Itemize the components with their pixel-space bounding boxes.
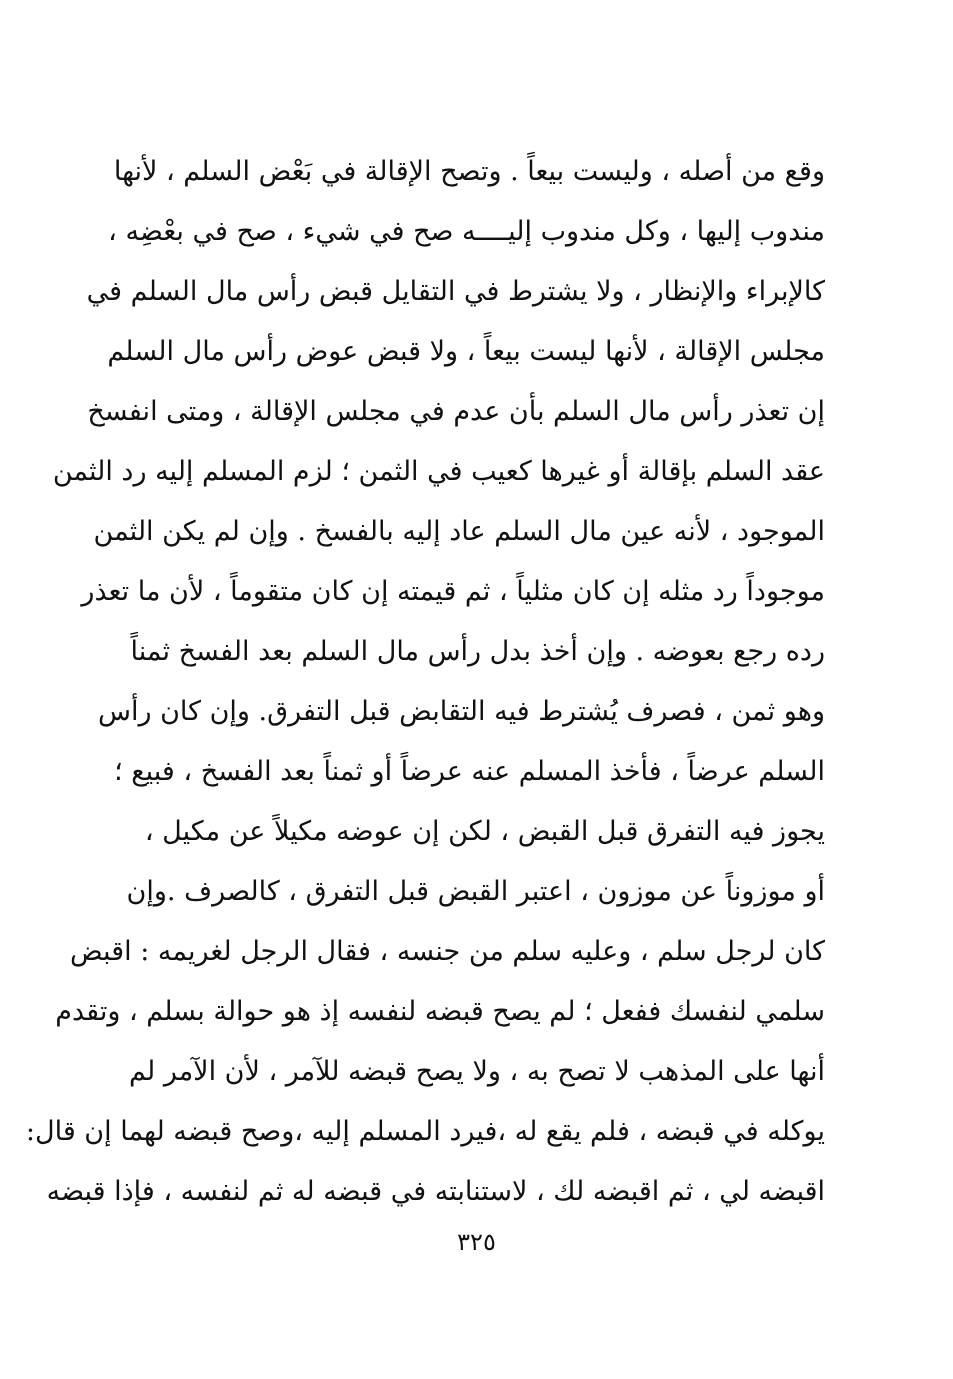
- text-line-10: وهو ثمن ، فصرف يُشترط فيه التقابض قبل التفرق. وإن كان رأس: [98, 696, 825, 727]
- text-line-15: سلمي لنفسك ففعل ؛ لم يصح قبضه لنفسه إذ هو حوالة بسلم ، وتقدم: [55, 996, 825, 1027]
- text-line-9: رده رجع بعوضه . وإن أخذ بدل رأس مال السلم بعد الفسخ ثمناً: [130, 636, 825, 667]
- text-line-14: كان لرجل سلم ، وعليه سلم من جنسه ، فقال الرجل لغريمه : اقبض: [69, 936, 825, 967]
- text-line-1: وقع من أصله ، وليست بيعاً . وتصح الإقالة في بَعْض السلم ، لأنها: [113, 156, 825, 187]
- text-line-6: عقد السلم بإقالة أو غيرها كعيب في الثمن ؛ لزم المسلم إليه رد الثمن: [52, 456, 825, 487]
- text-line-5: إن تعذر رأس مال السلم بأن عدم في مجلس الإقالة ، ومتى انفسخ: [87, 396, 825, 427]
- body-text: [25, 142, 825, 1222]
- text-line-17: يوكله في قبضه ، فلم يقع له ،فيرد المسلم إليه ،وصح قبضه لهما إن قال:: [25, 1116, 825, 1147]
- page-number: ٣٢٥: [457, 1228, 496, 1256]
- text-line-13: أو موزوناً عن موزون ، اعتبر القبض قبل التفرق ، كالصرف .وإن: [126, 876, 825, 907]
- text-line-18: اقبضه لي ، ثم اقبضه لك ، لاستنابته في قبضه له ثم لنفسه ، فإذا قبضه: [46, 1176, 825, 1207]
- text-line-11: السلم عرضاً ، فأخذ المسلم عنه عرضاً أو ثمناً بعد الفسخ ، فبيع ؛: [114, 756, 825, 787]
- text-line-12: يجوز فيه التفرق قبل القبض ، لكن إن عوضه مكيلاً عن مكيل ،: [144, 816, 825, 847]
- text-line-8: موجوداً رد مثله إن كان مثلياً ، ثم قيمته إن كان متقوماً ، لأن ما تعذر: [81, 576, 825, 607]
- text-line-4: مجلس الإقالة ، لأنها ليست بيعاً ، ولا قبض عوض رأس مال السلم: [107, 336, 825, 367]
- text-line-16: أنها على المذهب لا تصح به ، ولا يصح قبضه للآمر ، لأن الآمر لم: [129, 1056, 825, 1087]
- text-line-2: مندوب إليها ، وكل مندوب إليــــه صح في شيء ، صح في بعْضِه ،: [108, 216, 825, 247]
- text-line-3: كالإبراء والإنظار ، ولا يشترط في التقايل قبض رأس مال السلم في: [86, 276, 825, 307]
- text-line-7: الموجود ، لأنه عين مال السلم عاد إليه بالفسخ . وإن لم يكن الثمن: [93, 516, 825, 547]
